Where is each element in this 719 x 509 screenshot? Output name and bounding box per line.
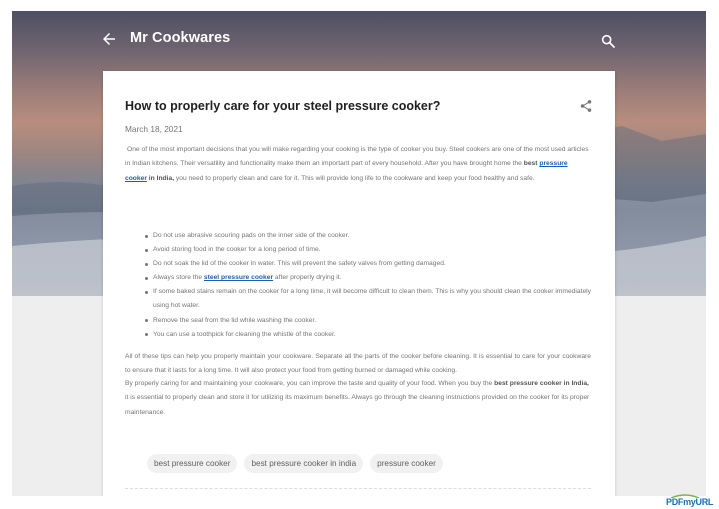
post-title: How to properly care for your steel pressure cooker? (125, 99, 441, 113)
post-card (103, 71, 615, 496)
blog-page (12, 11, 706, 496)
intro-bold-best: best (523, 160, 540, 168)
list-item: Avoid storing food in the cooker for a long period of time. (153, 243, 591, 257)
pressure-cooker-link[interactable]: pressure cooker (125, 160, 568, 182)
list-item: You can use a toothpick for cleaning the whistle of the cooker. (153, 328, 591, 342)
label-chip-pressure-cooker[interactable]: pressure cooker (370, 454, 443, 473)
intro-text-end: you need to properly clean and care for it. This will provide long life to the cookware and keep your food healthy and safe. (174, 174, 535, 182)
list-item: Remove the seal from the lid while washing the cooker. (153, 314, 591, 328)
tip-text: Always store the (153, 274, 204, 282)
share-icon[interactable] (579, 99, 593, 113)
care-tips-list (125, 229, 591, 342)
post-labels (147, 454, 443, 474)
intro-paragraph (125, 143, 591, 186)
list-item: Do not use abrasive scouring pads on the inner side of the cooker. (153, 229, 591, 243)
list-item: If some baked stains remain on the cooker for a long time, it will become difficult to clean them. This is why you should clean the cooker immediately using hot water. (153, 285, 591, 313)
list-item: Do not soak the lid of the cooker in water. This will prevent the safety valves from getting damaged. (153, 257, 591, 271)
search-icon[interactable] (600, 33, 616, 49)
list-item (153, 271, 591, 285)
watermark-text: PDFmyURL (666, 497, 714, 507)
maintenance-paragraph: All of these tips can help you properly maintain your cookware. Separate all the parts of the cooker before cleaning. It is essential to care for your cookware to ensure that it lasts for a long time. It will also protect your food from getting burned or damaged while cooking. (125, 353, 591, 375)
arrow-left-icon[interactable] (100, 30, 118, 48)
label-chip-best-pressure-cooker[interactable]: best pressure cooker (147, 454, 237, 473)
tip-text-end: after properly drying it. (273, 274, 342, 282)
top-app-bar (12, 11, 706, 69)
post-date: March 18, 2021 (125, 124, 183, 134)
label-chip-best-pressure-cooker-in-india[interactable]: best pressure cooker in india (244, 454, 363, 473)
watermark-arc-icon (670, 494, 700, 498)
closing-paragraph (125, 377, 591, 420)
blog-title-link[interactable]: Mr Cookwares (130, 30, 231, 46)
divider (125, 488, 591, 489)
closing-bold: best pressure cooker in India, (494, 380, 589, 387)
intro-text: One of the most important decisions that you will make regarding your cooking is the type of cooker you buy. Steel cookers are one of the most used articles in Indian kitchens. Their versatility and functionality make them an important part of every household. After you have brought home the (125, 146, 589, 168)
intro-bold-in-india: in India, (146, 174, 175, 182)
pdfmyurl-watermark (666, 497, 713, 509)
closing-text-end: it is essential to properly clean and store it for utilizing its maximum benefits. Always go through the cleaning instructions provided on the cooker for its proper maintenance. (125, 394, 590, 416)
steel-pressure-cooker-link[interactable]: steel pressure cooker (203, 274, 274, 282)
closing-text: By properly caring for and maintaining your cookware, you can improve the taste and quality of your food. When you buy the (125, 380, 495, 387)
